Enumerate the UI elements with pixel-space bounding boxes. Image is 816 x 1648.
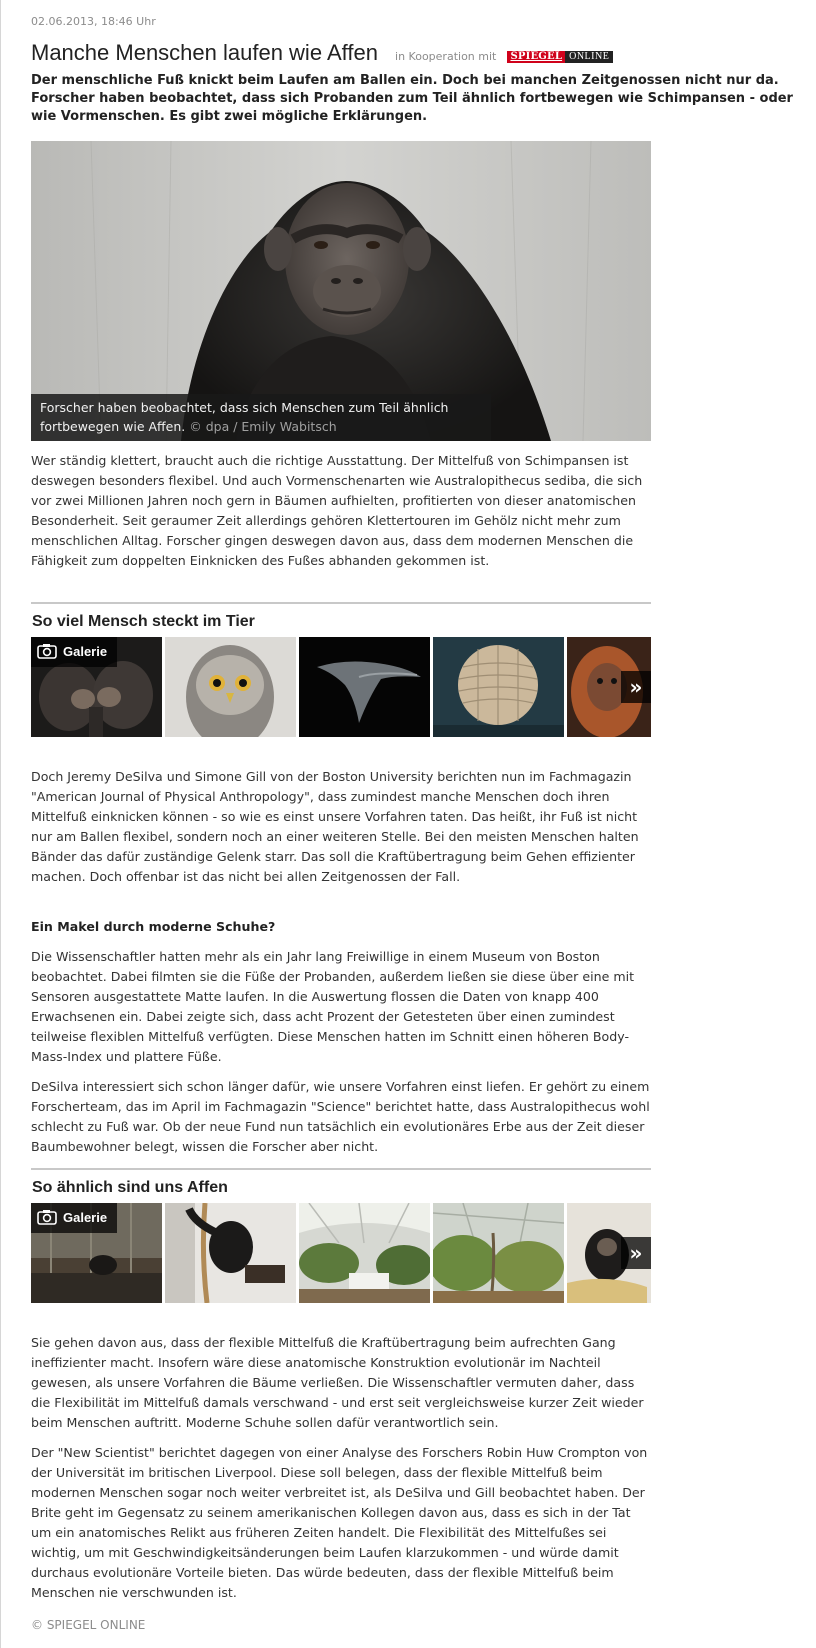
camera-icon — [37, 643, 57, 659]
gallery-1-thumb-4[interactable] — [433, 637, 564, 737]
paragraph-3: Die Wissenschaftler hatten mehr als ein Jahr lang Freiwillige in einem Museum von Boston beobachtet. Dabei filmten sie die Füße der Probanden, außerdem ließen sie diese über eine mit Sensoren ausgestattete Matte laufen. In die Auswertung flossen die Daten von knapp 400 Erwachsenen ein. Dabei zeigte sich, dass acht Prozent der Getesteten über einen zumindest teilweise flexiblen Mittelfuß verfügten. Diese Menschen hatten im Schnitt einen höheren Body-Mass-Index und plattere Füße. — [31, 949, 635, 1064]
double-chevron-right-icon: » — [629, 1241, 643, 1265]
gallery-1-title[interactable]: So viel Mensch steckt im Tier — [32, 613, 255, 630]
section-subheading: Ein Makel durch moderne Schuhe? — [31, 919, 276, 934]
gallery-1-badge-label: Galerie — [63, 644, 108, 659]
paragraph-2: Doch Jeremy DeSilva und Simone Gill von der Boston University berichten nun im Fachmagazin "American Journal of Physical Anthropology", dass zumindest manche Menschen doch ihren Mittelfuß einknicken können - so wie es einst unsere Vorfahren taten. Das heißt, ihr Fuß ist nicht nur am Ballen flexibel, sondern noch an einer weiteren Stelle. Bei den meisten Menschen halten Bänder das dafür zuständige Gelenk starr. Das soll die Kraftübertragung beim Gehen effizienter machen. Doch offenbar ist das nicht bei allen Zeitgenossen der Fall. — [31, 769, 639, 884]
gallery-2-strip[interactable] — [31, 1203, 651, 1303]
paragraph-5: Sie gehen davon aus, dass der flexible Mittelfuß die Kraftübertragung beim aufrechten Gang ineffizienter macht. Insofern wäre diese anatomische Konstruktion evolutionär im Nachteil gewesen, als unsere Vorfahren die Bäume verließen. Die Wissenschaftler vermuten daher, dass die Flexibilität im Mittelfuß damals verschwand - und erst seit vergleichsweise kurzer Zeit wieder beim Menschen auftritt. Moderne Schuhe sollen dafür verantwortlich sein. — [31, 1335, 644, 1430]
owl-portrait-image — [165, 637, 296, 737]
title-row — [31, 40, 791, 70]
gallery-2-title[interactable]: So ähnlich sind uns Affen — [32, 1179, 228, 1196]
gallery-2-badge[interactable] — [31, 1203, 117, 1233]
spiegel-online-logo[interactable] — [507, 48, 613, 60]
gallery-2-badge-label: Galerie — [63, 1210, 108, 1225]
logo-spiegel-text: SPIEGEL — [507, 51, 565, 63]
paragraph-6: Der "New Scientist" berichtet dagegen von einer Analyse des Forschers Robin Huw Crompton von der Universität im britischen Liverpool. Diese soll belegen, dass der flexible Mittelfuß beim modernen Menschen sogar noch weiter verbreitet ist, als DeSilva und Gill beobachtet haben. Der Brite geht im Gegensatz zu seinem amerikanischen Kollegen davon aus, dass es sich in der Tat um ein anatomisches Relikt aus früheren Zeiten handelt. Die Flexibilität des Mittelfußes sei wichtig, um mit Geschwindigkeitsänderungen beim Laufen klarzukommen - und würde damit durchaus evolutionäre Vorteile bieten. Das würde bedeuten, dass der flexible Mittelfuß beim Menschen nie verschwunden ist. — [31, 1445, 648, 1600]
article-date: 02.06.2013, 18:46 Uhr — [31, 15, 156, 28]
gallery-2-thumb-3[interactable] — [299, 1203, 430, 1303]
chimp-on-rope-image — [165, 1203, 296, 1303]
cooperation-note: in Kooperation mit — [395, 49, 497, 63]
ape-house-interior-image — [299, 1203, 430, 1303]
hero-credit: © dpa / Emily Wabitsch — [189, 419, 337, 434]
paragraph-4: DeSilva interessiert sich schon länger dafür, wie unsere Vorfahren einst liefen. Er gehört zu einem Forscherteam, das im April im Fachmagazin "Science" berichtet hatte, dass Australopithecus wohl schlecht zu Fuß war. Ob der neue Fund nun tatsächlich ein evolutionäres Erbe aus der Zeit dieser Baumbewohner belegt, wissen die Forscher aber nicht. — [31, 1079, 650, 1154]
gallery-2-thumb-4[interactable] — [433, 1203, 564, 1303]
paragraph-1: Wer ständig klettert, braucht auch die richtige Ausstattung. Der Mittelfuß von Schimpansen ist deswegen besonders flexibel. Und auch Vormenschenarten wie Australopithecus sediba, die sich vor zwei Millionen Jahren noch gern in Bäumen aufhielten, profitierten von dieser anatomischen Besonderheit. Seit geraumer Zeit allerdings gehören Klettertouren im Gehölz nicht mehr zum menschlichen Alltag. Forscher gingen deswegen davon aus, dass dem modernen Menschen die Fähigkeit zum doppelten Einknicken des Fußes abhanden gekommen ist. — [31, 453, 643, 568]
ape-house-greenery-image — [433, 1203, 564, 1303]
gallery-1-thumb-2[interactable] — [165, 637, 296, 737]
footer-copyright: © SPIEGEL ONLINE — [31, 1618, 146, 1632]
gallery-1-strip[interactable] — [31, 637, 651, 737]
armadillo-ball-image — [433, 637, 564, 737]
bird-in-flight-image — [299, 637, 430, 737]
gallery-1-next-button[interactable] — [621, 671, 651, 703]
divider — [31, 1168, 651, 1170]
gallery-2-thumb-1[interactable] — [31, 1203, 162, 1303]
hero-caption — [31, 394, 491, 441]
divider — [31, 602, 651, 604]
gallery-1-thumb-3[interactable] — [299, 637, 430, 737]
gallery-2-thumb-2[interactable] — [165, 1203, 296, 1303]
camera-icon — [37, 1209, 57, 1225]
gallery-1-badge[interactable] — [31, 637, 117, 667]
article-lead: Der menschliche Fuß knickt beim Laufen am Ballen ein. Doch bei manchen Zeitgenossen nicht nur da. Forscher haben beobachtet, dass sich Probanden zum Teil ähnlich fortbewegen wie Schimpansen - oder wie Vormenschen. Es gibt zwei mögliche Erklärungen. — [31, 73, 793, 124]
hero-caption-text: Forscher haben beobachtet, dass sich Menschen zum Teil ähnlich fortbewegen wie Affen. — [40, 400, 449, 434]
hero-image[interactable] — [31, 141, 651, 441]
gallery-2-next-button[interactable] — [621, 1237, 651, 1269]
gallery-1-thumb-1[interactable] — [31, 637, 162, 737]
logo-online-text: ONLINE — [565, 51, 613, 63]
left-border — [0, 0, 1, 1648]
article-title: Manche Menschen laufen wie Affen — [31, 40, 378, 65]
double-chevron-right-icon: » — [629, 675, 643, 699]
